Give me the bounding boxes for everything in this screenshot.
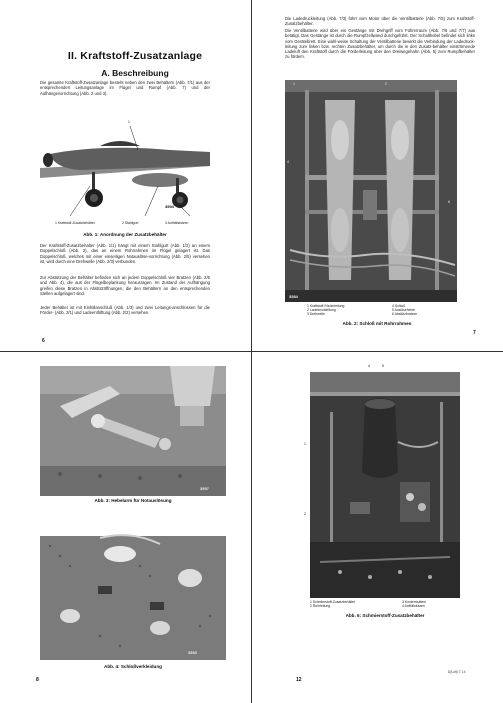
body-paragraph: Jeder Behälter ist mit Einfüllanschluß (Abb. 1/3) und zwei Leitungs-anschlüssen für die Förder- (Abb. 2/1) und Ladeentlüftung (Abb. 2/2) versehen. [40, 305, 210, 316]
legend-item: 3 Aufhätstutzen [165, 221, 189, 225]
intro-paragraph: Die gesamte Kraftstoff-Zusatzanlage besteht neben den zwei Behältern (Abb. 7/1) aus der entsprechenden Leitungsanlage im Flügel und Rumpf (Abb. 7) und der Aufhängevorrichtung (Abb. 2 und 3). [40, 80, 210, 96]
body-paragraph: Die Ventilbatterie wird über ein Gestänge mit Drehgriff vom Führerraum (Abb. 7/6 und 7/7) aus betätigt. Das Gestänge ist durch die Rumpfzellwand durchgeführt. Der Schalthebel befindet sich links vom Gerätebrett. Eine wahl-weise Schaltung der Ventilbatterie bewirkt die Verbindung der Ladedruck-leitung zum linken bzw. rechten Zusatzbehälter, um durch die in den Zusatz-behälter einströmende Ladeluft den Kraftstoff durch die Förderleitung über den Dreiwegehahn (Abb. 5) zum Rumpfbehälter zu fördern. [285, 28, 475, 60]
figure-callout: 5 [382, 364, 384, 368]
legend-item: 1 Kraftstoff-Zusatzbehälter [55, 221, 95, 225]
page-number: 6 [42, 338, 45, 344]
page-8 [0, 352, 251, 703]
page-12 [252, 352, 503, 703]
figure-callout: 1 [293, 82, 295, 86]
section-title: A. Beschreibung [101, 68, 169, 78]
figure-callout: 1 [304, 442, 306, 446]
figure-caption: Abb. 3: Hebelarm für Notauslösung [94, 498, 172, 503]
legend-item: 2 Rohrleitung [310, 604, 331, 608]
negative-number: 3594 [165, 204, 174, 209]
negative-number: 3584 [289, 294, 298, 299]
legend-item: 2 Stahlgurt [122, 221, 139, 225]
figure-callout: 4 [368, 364, 370, 368]
legend-item: 3 Drehwelle [307, 312, 325, 316]
figure-callout: 1 [128, 120, 130, 124]
page-number: 7 [473, 330, 476, 336]
legend-item: 1 Kraftstoff-Förderleitung [307, 304, 345, 308]
lever-arm-photo [40, 366, 226, 496]
figure-callout: 2 [385, 82, 387, 86]
figure-caption: Abb. 1: Anordnung der Zusatzbehälter [83, 232, 167, 237]
legend-item: 2 Ladedruckleitung [307, 308, 336, 312]
legend-item: 4 Schloß [392, 304, 406, 308]
page-number: 12 [296, 677, 302, 683]
legend-item: 3 Kontermuttern [402, 600, 427, 604]
legend-item: 1 Schmierstoff-Zusatzbehälter [310, 600, 356, 604]
legend-item: 4 Auffüllstutzen [402, 604, 425, 608]
figure-caption: Abb. 2: Schloß mit Rohrrahmen [342, 321, 412, 326]
chapter-title: II. Kraftstoff-Zusatzanlage [67, 50, 203, 62]
figure-callout: 4 [287, 160, 289, 164]
figure-caption: Abb. 6: Schmierstoff-Zusatzbehälter [345, 613, 425, 618]
oil-tank-photo [304, 364, 460, 598]
body-paragraph: Die Ladedruckleitung (Abb. 7/3) führt vom Motor über die Ventilbatterie (Abb. 7/5) zum Kraftstoff-Zusatzbehälter. [285, 16, 475, 27]
page-7 [252, 0, 503, 351]
lock-frame-photo [285, 80, 457, 302]
body-paragraph: Zur Abstützung der Behälter befinden sich an jedem Doppelschloß vier Bratzen (Abb. 2/6 und Abb. 4), die aus der Flügelbeplankung herausragen. Im Zustand der Aufhängung greifen diese Bratzen in Abstützöffnungen, die den Behältern an den entsprechenden Stellen aufgelagert sind. [40, 275, 210, 296]
figure-callout: 6 [448, 200, 450, 204]
legend-item: 5 Auslösehebel [392, 308, 415, 312]
figure-caption: Abb. 4: Schloßverkleidung [104, 664, 162, 669]
aircraft-photo [40, 106, 210, 218]
figure-callout: 2 [304, 512, 306, 516]
legend-item: 6 Abstützbratzen [392, 312, 418, 316]
negative-number: 3593 [188, 650, 197, 655]
body-paragraph: Der Kraftstoff-Zusatzbehälter (Abb. 1/1) hängt mit einem Stahlgurt (Abb. 1/2) an einem Doppelschloß (Abb. 2), das an einem Rohrrahmen im Flügel gelagert ist. Das Doppelschloß, welches mit einer einseitigen Notauslöse-vorrichtung (Abb. 2/5) versehen ist, wird durch eine Drehwelle (Abb. 2/3) verbunden. [40, 243, 210, 264]
negative-number: 3597 [200, 486, 209, 491]
page-6 [0, 0, 251, 351]
page-number: 8 [36, 677, 39, 683]
lock-cover-photo [40, 526, 226, 660]
print-mark: D(Luft) T. 14 [448, 670, 466, 674]
